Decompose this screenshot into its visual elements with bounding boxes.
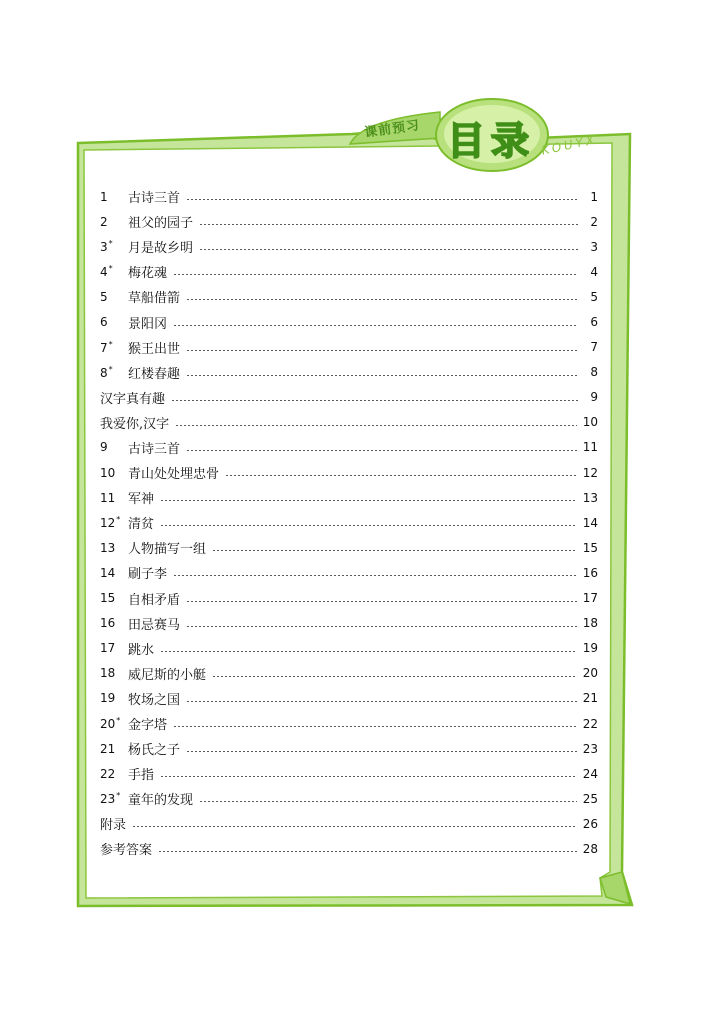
- toc-entry-page: 22: [582, 716, 598, 731]
- toc-entry-title: 梅花魂: [128, 266, 168, 282]
- toc-entry-number: 5: [100, 289, 108, 304]
- toc-entry[interactable]: [100, 309, 598, 334]
- toc-entry-number: 4*: [100, 264, 113, 280]
- toc-entry-title: 跳水: [128, 642, 155, 658]
- toc-entry-number: 2: [100, 214, 108, 229]
- toc-entry-title: 自相矛盾: [128, 592, 181, 608]
- toc-entry-page: 12: [582, 465, 598, 480]
- toc-entry[interactable]: [100, 259, 598, 284]
- toc-entry-title: 杨氏之子: [128, 743, 181, 759]
- toc-entry[interactable]: [100, 385, 598, 410]
- toc-entry-page: 21: [582, 691, 598, 706]
- toc-entry-title: 祖父的园子: [128, 216, 194, 232]
- toc-entry-title: 威尼斯的小艇: [128, 667, 207, 683]
- toc-entry-page: 8: [590, 365, 598, 380]
- toc-entry-number: 13: [100, 540, 116, 555]
- toc-entry[interactable]: [100, 460, 598, 485]
- toc-entry-page: 6: [590, 315, 598, 330]
- toc-dot-leader: [186, 199, 578, 200]
- toc-entry-page: 23: [582, 741, 598, 756]
- toc-entry[interactable]: [100, 410, 598, 435]
- toc-dot-leader: [199, 801, 577, 802]
- toc-dot-leader: [160, 776, 577, 777]
- toc-entry[interactable]: [100, 711, 598, 736]
- toc-dot-leader: [199, 249, 578, 250]
- toc-entry[interactable]: [100, 661, 598, 686]
- toc-entry-number: 19: [100, 691, 116, 706]
- toc-entry-page: 20: [582, 666, 598, 681]
- toc-entry-number: 7*: [100, 339, 113, 355]
- toc-entry-title: 猴王出世: [128, 341, 181, 357]
- toc-entry-title: 我爱你,汉字: [100, 416, 170, 432]
- toc-entry-page: 7: [590, 340, 598, 355]
- header-pinyin: KOUYX: [540, 132, 599, 158]
- toc-entry[interactable]: [100, 836, 598, 861]
- toc-entry-title: 草船借箭: [128, 291, 181, 307]
- toc-entry-page: 25: [582, 791, 598, 806]
- toc-dot-leader: [173, 726, 577, 727]
- toc-entry-page: 5: [590, 289, 598, 304]
- toc-entry-title: 红楼春趣: [128, 366, 181, 382]
- toc-entry-page: 18: [582, 616, 598, 631]
- toc-entry-star: *: [116, 791, 121, 801]
- toc-entry-star: *: [108, 364, 113, 374]
- toc-entry[interactable]: [100, 736, 598, 761]
- toc-dot-leader: [225, 475, 577, 476]
- toc-entry[interactable]: [100, 284, 598, 309]
- toc-entry[interactable]: [100, 586, 598, 611]
- toc-entry-title: 牧场之国: [128, 692, 181, 708]
- toc-dot-leader: [186, 450, 577, 451]
- toc-entry-title: 手指: [128, 768, 155, 784]
- toc-entry-title: 参考答案: [100, 843, 153, 859]
- toc-entry-page: 14: [582, 515, 598, 530]
- toc-dot-leader: [171, 400, 578, 401]
- toc-entry-page: 19: [582, 641, 598, 656]
- toc-entry-number: 14: [100, 565, 116, 580]
- toc-entry-number: 21: [100, 741, 116, 756]
- toc-dot-leader: [173, 274, 578, 275]
- toc-dot-leader: [186, 350, 578, 351]
- toc-entry[interactable]: [100, 360, 598, 385]
- toc-entry-number: 11: [100, 490, 116, 505]
- toc-entry-star: *: [116, 716, 121, 726]
- toc-entry-title: 金字塔: [128, 718, 168, 734]
- toc-entry-page: 10: [582, 415, 598, 430]
- toc-entry-page: 3: [590, 239, 598, 254]
- page-title: 目录: [446, 119, 535, 163]
- toc-entry-number: 23*: [100, 791, 121, 807]
- toc-entry[interactable]: [100, 786, 598, 811]
- toc-dot-leader: [173, 325, 578, 326]
- toc-dot-leader: [199, 224, 578, 225]
- toc-entry-page: 26: [582, 816, 598, 831]
- toc-entry-page: 28: [582, 841, 598, 856]
- toc-dot-leader: [212, 676, 577, 677]
- toc-entry[interactable]: [100, 184, 598, 209]
- toc-entry[interactable]: [100, 234, 598, 259]
- toc-entry[interactable]: [100, 560, 598, 585]
- toc-entry-page: 13: [582, 490, 598, 505]
- toc-entry-page: 1: [590, 189, 598, 204]
- toc-entry[interactable]: [100, 636, 598, 661]
- toc-entry-number: 1: [100, 189, 108, 204]
- toc-entry-title: 清贫: [128, 517, 155, 533]
- toc-entry-title: 月是故乡明: [128, 241, 194, 257]
- toc-entry-number: 18: [100, 666, 116, 681]
- toc-entry-number: 22: [100, 766, 116, 781]
- toc-entry-title: 景阳冈: [128, 316, 168, 332]
- toc-entry[interactable]: [100, 485, 598, 510]
- toc-dot-leader: [160, 500, 577, 501]
- toc-entry-title: 刷子李: [128, 567, 168, 583]
- toc-entry-star: *: [108, 239, 113, 249]
- toc-entry-page: 11: [582, 440, 598, 455]
- toc-dot-leader: [212, 550, 577, 551]
- toc-entry-number: 6: [100, 315, 108, 330]
- toc-entry-title: 附录: [100, 818, 127, 834]
- toc-entry-title: 童年的发现: [128, 793, 194, 809]
- table-of-contents: [100, 184, 598, 862]
- toc-entry[interactable]: [100, 761, 598, 786]
- toc-entry[interactable]: [100, 686, 598, 711]
- toc-entry[interactable]: [100, 811, 598, 836]
- toc-entry[interactable]: [100, 209, 598, 234]
- toc-dot-leader: [175, 425, 577, 426]
- toc-entry-number: 20*: [100, 716, 121, 732]
- toc-entry[interactable]: [100, 535, 598, 560]
- toc-dot-leader: [186, 626, 577, 627]
- toc-entry-number: 16: [100, 616, 116, 631]
- toc-entry-star: *: [108, 264, 113, 274]
- toc-entry[interactable]: [100, 611, 598, 636]
- toc-entry-title: 古诗三首: [128, 441, 181, 457]
- toc-entry-page: 15: [582, 540, 598, 555]
- toc-entry-number: 9: [100, 440, 108, 455]
- toc-entry-number: 17: [100, 641, 116, 656]
- toc-entry-number: 12*: [100, 515, 121, 531]
- toc-entry-page: 2: [590, 214, 598, 229]
- toc-dot-leader: [160, 651, 577, 652]
- toc-entry-star: *: [108, 339, 113, 349]
- toc-dot-leader: [173, 575, 577, 576]
- toc-entry-number: 10: [100, 465, 116, 480]
- toc-entry-number: 15: [100, 591, 116, 606]
- toc-entry[interactable]: [100, 510, 598, 535]
- toc-entry-title: 青山处处埋忠骨: [128, 467, 220, 483]
- toc-dot-leader: [186, 701, 577, 702]
- header-subtitle: 课前预习: [363, 118, 422, 141]
- toc-dot-leader: [132, 826, 577, 827]
- toc-entry-number: 8*: [100, 364, 113, 380]
- toc-dot-leader: [186, 299, 578, 300]
- toc-entry-page: 16: [582, 565, 598, 580]
- toc-entry-page: 9: [590, 390, 598, 405]
- toc-entry-page: 4: [590, 264, 598, 279]
- toc-dot-leader: [186, 601, 577, 602]
- toc-entry-title: 人物描写一组: [128, 542, 207, 558]
- toc-entry-page: 17: [582, 591, 598, 606]
- toc-dot-leader: [160, 525, 577, 526]
- toc-dot-leader: [186, 375, 578, 376]
- toc-dot-leader: [158, 851, 577, 852]
- toc-entry-title: 军神: [128, 492, 155, 508]
- toc-entry-star: *: [116, 515, 121, 525]
- toc-entry[interactable]: [100, 435, 598, 460]
- toc-entry-title: 田忌赛马: [128, 617, 181, 633]
- toc-entry[interactable]: [100, 335, 598, 360]
- toc-entry-title: 古诗三首: [128, 191, 181, 207]
- toc-entry-number: 3*: [100, 239, 113, 255]
- toc-dot-leader: [186, 751, 577, 752]
- toc-entry-page: 24: [582, 766, 598, 781]
- toc-entry-title: 汉字真有趣: [100, 391, 166, 407]
